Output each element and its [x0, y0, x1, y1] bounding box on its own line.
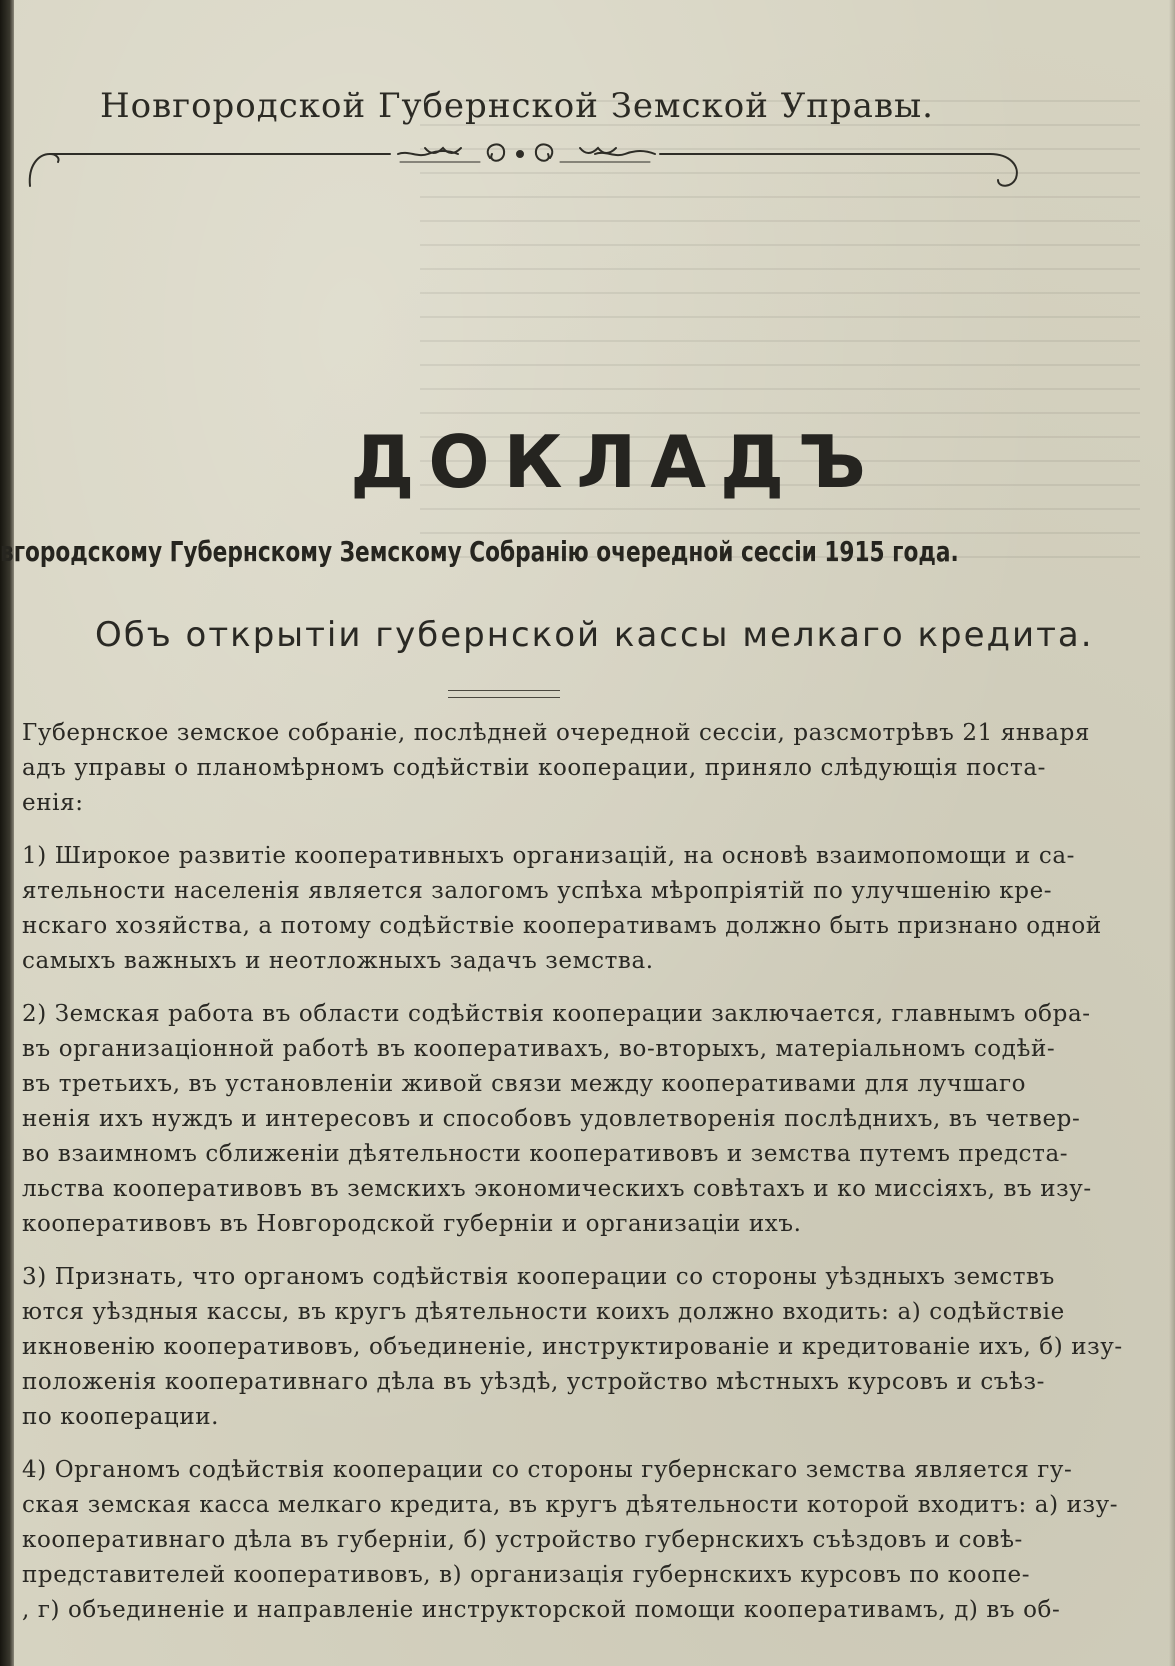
- text-line: нскаго хозяйства, а потому содѣйствіе кооперативамъ должно быть признано одной: [22, 913, 1102, 939]
- text-line: адъ управы о планомѣрномъ содѣйствіи кооперации, приняло слѣдующія поста-: [22, 755, 1047, 781]
- text-line: кооперативнаго дѣла въ губерніи, б) устройство губернскихъ съѣздовъ и совѣ-: [22, 1527, 1023, 1553]
- text-line: въ третьихъ, въ установленіи живой связи между кооперативами для лучшаго: [22, 1071, 1027, 1097]
- text-line: кооперативовъ въ Новгородской губерніи и организаціи ихъ.: [22, 1211, 802, 1237]
- page-edge-shadow: [1169, 0, 1175, 1666]
- body-text: [22, 716, 1123, 1646]
- ornamental-divider-icon: [20, 136, 1030, 196]
- paragraph-intro: [22, 716, 1091, 821]
- text-line: икновенію кооперативовъ, объединеніе, инструктированіе и кредитованіе ихъ, б) изу-: [22, 1334, 1123, 1360]
- text-line: по кооперации.: [22, 1404, 220, 1430]
- text-line: , г) объединеніе и направленіе инструкторской помощи кооперативамъ, д) въ об-: [22, 1597, 1061, 1623]
- text-line: 4) Органомъ содѣйствія кооперации со стороны губернскаго земства является гу-: [22, 1457, 1073, 1483]
- text-line: представителей кооперативовъ, в) организація губернскихъ курсовъ по коопе-: [22, 1562, 1031, 1588]
- text-line: во взаимномъ сближеніи дѣятельности кооперативовъ и земства путемъ предста-: [22, 1141, 1069, 1167]
- text-line: въ организаціонной работѣ въ кооперативахъ, во-вторыхъ, матеріальномъ содѣй-: [22, 1036, 1056, 1062]
- running-head: Новгородской Губернской Земской Управы.: [100, 86, 934, 126]
- paragraph-item-4: [22, 1453, 1119, 1628]
- text-line: льства кооперативовъ въ земскихъ экономическихъ совѣтахъ и ко миссіяхъ, въ изу-: [22, 1176, 1092, 1202]
- subject-line: Объ открытіи губернской кассы мелкаго кредита.: [95, 615, 1094, 655]
- text-line: енія:: [22, 790, 84, 816]
- text-line: 3) Признать, что органомъ содѣйствія кооперации со стороны уѣздныхъ земствъ: [22, 1264, 1055, 1290]
- book-binding-shadow: [0, 0, 14, 1666]
- text-line: Губернское земское собраніе, послѣдней очередной сессіи, разсмотрѣвъ 21 января: [22, 720, 1091, 746]
- text-line: самыхъ важныхъ и неотложныхъ задачъ земства.: [22, 948, 654, 974]
- addressee-line: вгородскому Губернскому Земскому Собранію очередной сессіи 1915 года.: [0, 535, 959, 568]
- paragraph-item-1: [22, 839, 1102, 979]
- text-line: ская земская касса мелкаго кредита, въ кругъ дѣятельности которой входитъ: а) изу-: [22, 1492, 1119, 1518]
- text-line: ятельности населенія является залогомъ успѣха мѣропріятій по улучшенію кре-: [22, 878, 1053, 904]
- text-line: 1) Широкое развитіе кооперативныхъ организацій, на основѣ взаимопомощи и са-: [22, 843, 1076, 869]
- document-title: ДОКЛАДЪ: [350, 420, 880, 504]
- text-line: положенія кооперативнаго дѣла въ уѣздѣ, устройство мѣстныхъ курсовъ и съѣз-: [22, 1369, 1046, 1395]
- text-line: 2) Земская работа въ области содѣйствія кооперации заключается, главнымъ обра-: [22, 1001, 1091, 1027]
- paragraph-item-2: [22, 997, 1092, 1242]
- paragraph-item-3: [22, 1260, 1123, 1435]
- text-line: ются уѣздныя кассы, въ кругъ дѣятельности коихъ должно входить: а) содѣйствіе: [22, 1299, 1065, 1325]
- double-rule-divider: [448, 690, 560, 698]
- text-line: ненія ихъ нуждъ и интересовъ и способовъ удовлетворенія послѣднихъ, въ четвер-: [22, 1106, 1081, 1132]
